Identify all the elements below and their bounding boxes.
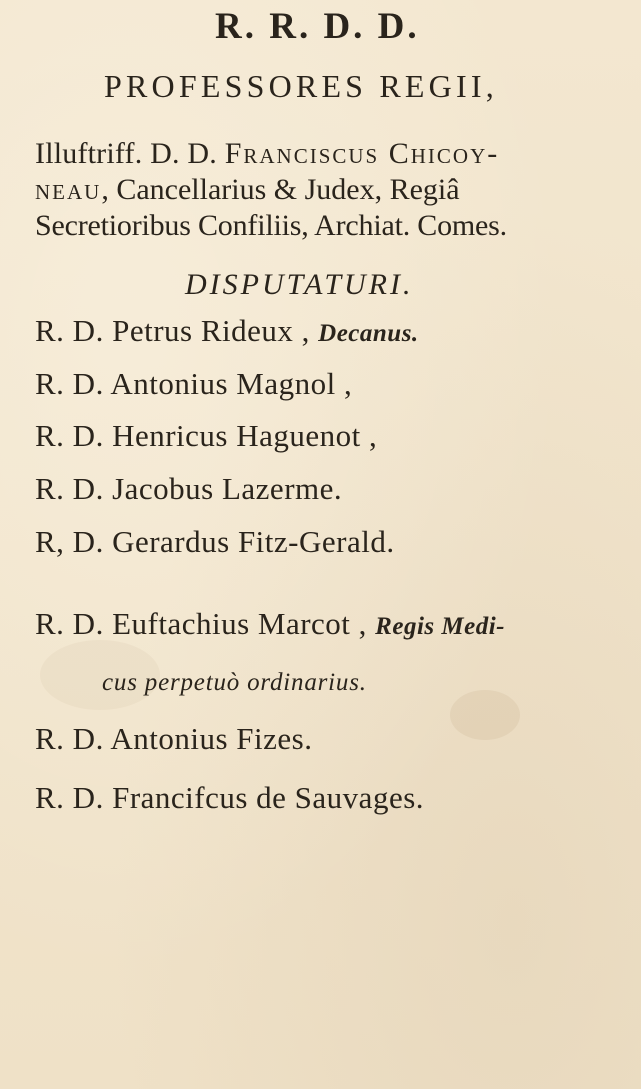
paper-stain (450, 690, 520, 740)
professor-name: Antonius Fizes. (110, 721, 313, 756)
professor-name: Jacobus Lazerme. (112, 471, 343, 506)
professor-prefix: R. D. (35, 471, 113, 506)
professor-title-continuation: cus perpetuò ordinarius. (102, 669, 367, 696)
header-line-2: PROFESSORES REGII, (104, 68, 498, 104)
professor-name: Henricus Haguenot , (112, 418, 378, 453)
professor-row (35, 473, 342, 504)
header-line-1: R. R. D. D. (215, 6, 420, 47)
chancellor-honorific: Illuftriff. D. D. (35, 137, 225, 170)
professor-prefix: R. D. (35, 313, 113, 348)
professor-row (35, 608, 505, 639)
chancellor-name-end: neau (35, 173, 102, 206)
professor-row (35, 368, 352, 399)
professor-name: Gerardus Fitz-Gerald. (112, 524, 395, 559)
professor-row (35, 526, 395, 557)
professor-row (35, 723, 312, 754)
professor-prefix: R. D. (35, 606, 113, 641)
professor-row (35, 315, 419, 346)
chancellor-name: Franciscus Chicoy- (224, 137, 500, 170)
professor-prefix: R. D. (35, 418, 113, 453)
professor-name: Petrus Rideux , (112, 313, 319, 348)
professor-title: Decanus. (318, 320, 419, 347)
professor-prefix: R. D. (35, 721, 111, 756)
professor-prefix: R, D. (35, 524, 113, 559)
professor-prefix: R. D. (35, 780, 113, 815)
professor-title: Regis Medi- (375, 613, 505, 640)
chancellor-line-1 (35, 139, 499, 169)
professor-row (35, 420, 377, 451)
professor-name: Euftachius Marcot , (112, 606, 376, 641)
professor-name: Francifcus de Sauvages. (112, 780, 425, 815)
section-title: DISPUTATURI. (185, 268, 414, 301)
chancellor-titles: , Cancellarius & Judex, Regiâ (101, 173, 460, 206)
professor-row (35, 782, 424, 813)
chancellor-line-3: Secretioribus Confiliis, Archiat. Comes. (35, 209, 507, 242)
professor-name: Antonius Magnol , (110, 366, 353, 401)
professor-prefix: R. D. (35, 366, 111, 401)
chancellor-line-2 (35, 175, 460, 205)
